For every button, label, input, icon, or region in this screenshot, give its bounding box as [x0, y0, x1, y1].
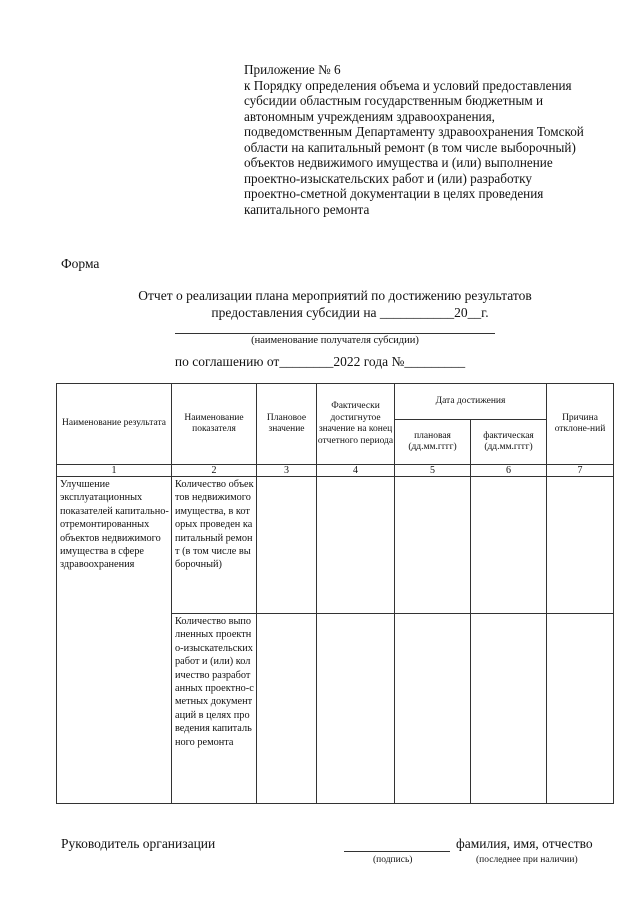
- annex-line: субсидии областным государственным бюджетным и: [244, 93, 544, 108]
- signatory-fio-label: фамилия, имя, отчество: [456, 836, 593, 851]
- column-number: 6: [471, 465, 547, 477]
- actual-value-cell: [317, 477, 395, 614]
- result-cell: Улучшение эксплуатационных показателей капитально-отремонтированных объектов недвижимого имущества в сфере здравоохранения: [57, 477, 172, 804]
- annex-line: области на капитальный ремонт (в том числе выборочный): [244, 139, 576, 155]
- header-result-name: Наименование результата: [57, 384, 172, 465]
- indicator-cell: Количество выполненных проектно-изыскательских работ и (или) количество разработанных проектно-сметных документаций в целях проведения капитального ремонта: [172, 614, 257, 804]
- header-actual-value: Фактически достигнутое значение на конец отчетного периода: [317, 384, 395, 465]
- actual-date-cell: [471, 614, 547, 804]
- header-planned-date: плановая (дд.мм.гггг): [395, 420, 471, 465]
- report-title-line2: предоставления субсидии на ___________20__г.: [211, 305, 489, 320]
- deviation-reason-cell: [547, 477, 614, 614]
- column-number: 2: [172, 465, 257, 477]
- column-number: 3: [257, 465, 317, 477]
- form-label: Форма: [61, 256, 100, 271]
- table-row: [57, 477, 614, 614]
- header-deviation-reason: Причина отклоне-ний: [547, 384, 614, 465]
- annex-line: проектно-сметной документации в целях проведения: [244, 186, 544, 201]
- recipient-underline: [175, 333, 495, 334]
- annex-line: капитального ремонта: [244, 201, 370, 217]
- planned-date-cell: [395, 614, 471, 804]
- report-title: [0, 287, 640, 321]
- indicator-cell: Количество объектов недвижимого имущества, в которых проведен капитальный ремонт (в том числе выборочный): [172, 477, 257, 614]
- fio-caption: (последнее при наличии): [476, 855, 578, 865]
- deviation-reason-cell: [547, 614, 614, 804]
- annex-line: к Порядку определения объема и условий предоставления: [244, 77, 572, 93]
- annex-line: автономным учреждениям здравоохранения,: [244, 108, 495, 124]
- header-indicator-name: Наименование показателя: [172, 384, 257, 465]
- column-number: 1: [57, 465, 172, 477]
- column-number: 4: [317, 465, 395, 477]
- annex-line: объектов недвижимого имущества и (или) выполнение: [244, 155, 553, 170]
- report-table: [56, 383, 614, 804]
- signature-line: [344, 851, 450, 852]
- column-number: 5: [395, 465, 471, 477]
- header-planned-value: Плановое значение: [257, 384, 317, 465]
- agreement-line: по соглашению от________2022 года №_________: [174, 354, 466, 369]
- annex-line: подведомственным Департаменту здравоохранения Томской: [244, 124, 584, 139]
- annex-header: [244, 62, 616, 217]
- planned-value-cell: [257, 614, 317, 804]
- recipient-caption: (наименование получателя субсидии): [251, 335, 419, 346]
- header-achievement-date: Дата достижения: [395, 384, 547, 420]
- column-number: 7: [547, 465, 614, 477]
- signature-caption: (подпись): [373, 855, 413, 865]
- planned-value-cell: [257, 477, 317, 614]
- actual-date-cell: [471, 477, 547, 614]
- actual-value-cell: [317, 614, 395, 804]
- planned-date-cell: [395, 477, 471, 614]
- signatory-position: Руководитель организации: [61, 836, 216, 851]
- report-title-line1: Отчет о реализации плана мероприятий по достижению результатов: [138, 288, 532, 303]
- annex-title: Приложение № 6: [244, 62, 341, 77]
- header-actual-date: фактическая (дд.мм.гггг): [471, 420, 547, 465]
- annex-line: проектно-изыскательских работ и (или) разработку: [244, 170, 532, 186]
